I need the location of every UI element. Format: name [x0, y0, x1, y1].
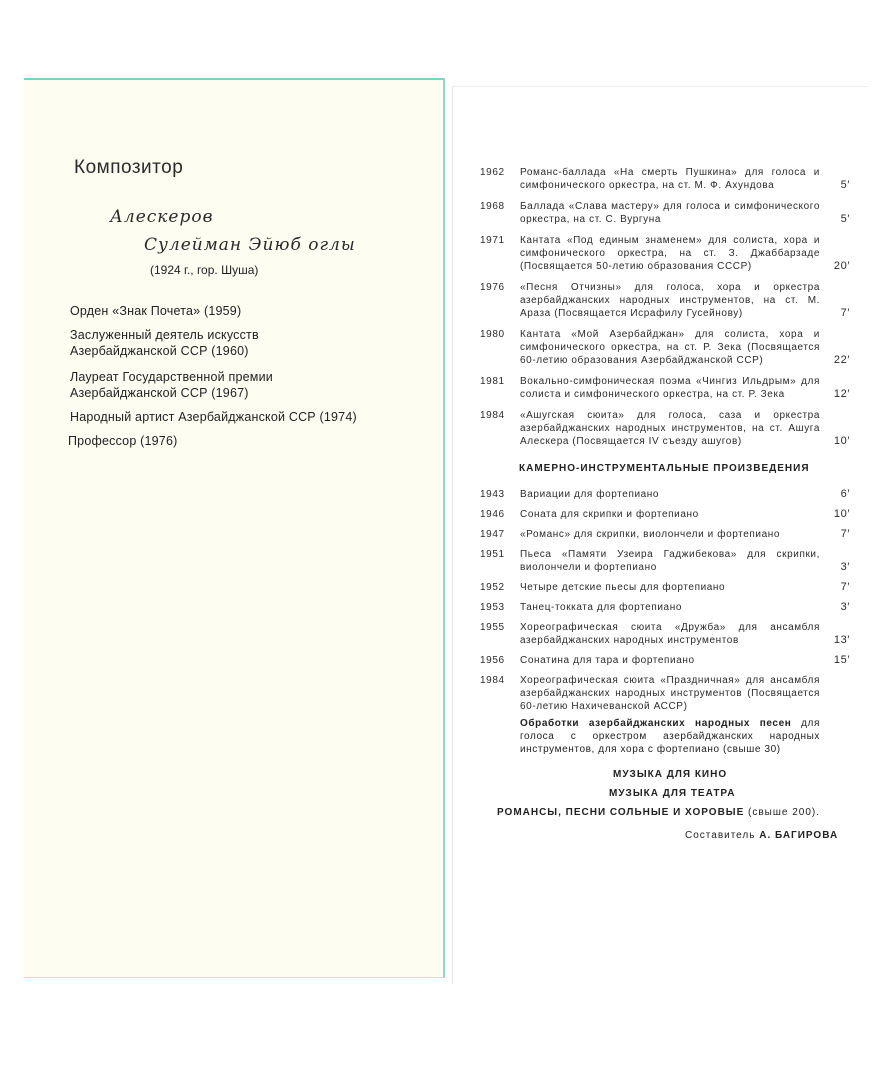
- work-duration: 3′: [840, 561, 850, 573]
- work-year: 1984: [480, 675, 505, 686]
- work-entry: [480, 621, 850, 647]
- work-duration: 13′: [833, 634, 850, 646]
- folk-arrangements: [520, 717, 820, 756]
- work-entry: [480, 488, 850, 501]
- right-page: [452, 86, 868, 984]
- work-entry: [480, 674, 850, 713]
- work-year: 1980: [480, 329, 505, 340]
- folk-bold: Обработки азербайджанских народных песен: [520, 718, 792, 729]
- award: Народный артист Азербайджанской ССР (1974): [70, 410, 357, 424]
- work-entry: [480, 375, 850, 401]
- work-title: Четыре детские пьесы для фортепиано: [520, 582, 726, 593]
- work-duration: 5′: [840, 179, 850, 191]
- award: Профессор (1976): [68, 434, 178, 448]
- compiler-label: Составитель: [685, 830, 760, 841]
- work-title: Хореографическая сюита «Дружба» для ансамбля азербайджанских народных инструментов: [520, 622, 820, 646]
- work-title: «Песня Отчизны» для голоса, хора и оркестра азербайджанских народных инструментов, на ст. М. Араза (Посвящается Исрафилу Гусейнову): [520, 282, 820, 319]
- work-duration: 10′: [833, 435, 850, 447]
- work-duration: 20′: [833, 260, 850, 272]
- work-title: Сонатина для тара и фортепиано: [520, 655, 695, 666]
- award: Заслуженный деятель искусств Азербайджанской ССР (1960): [70, 328, 259, 358]
- work-title: Кантата «Под единым знаменем» для солиста, хора и симфонического оркестра, на ст. З. Джаббарзаде (Посвящается 50-летию образования СССР): [520, 235, 820, 272]
- work-title: Вокально-симфоническая поэма «Чингиз Ильдрым» для солиста и симфонического оркестра, на ст. Р. Зека: [520, 376, 820, 400]
- work-year: 1955: [480, 622, 505, 633]
- work-year: 1971: [480, 235, 505, 246]
- composer-given-names: Сулейман Эйюб оглы: [144, 235, 356, 255]
- work-title: Соната для скрипки и фортепиано: [520, 509, 699, 520]
- work-year: 1962: [480, 167, 505, 178]
- compiler-name: А. БАГИРОВА: [759, 830, 839, 841]
- work-duration: 7′: [840, 581, 850, 593]
- work-year: 1981: [480, 376, 505, 387]
- chamber-list: [480, 488, 850, 713]
- work-entry: [480, 508, 850, 521]
- work-duration: 7′: [840, 307, 850, 319]
- work-duration: 12′: [833, 388, 850, 400]
- work-entry: [480, 281, 850, 320]
- award: Орден «Знак Почета» (1959): [70, 304, 242, 318]
- works-list: [480, 166, 850, 448]
- work-entry: [480, 528, 850, 541]
- left-page: [24, 78, 445, 978]
- work-title: Пьеса «Памяти Узеира Гаджибекова» для скрипки, виолончели и фортепиано: [520, 549, 820, 573]
- work-title: Романс-баллада «На смерть Пушкина» для голоса и симфонического оркестра, на ст. М. Ф. Ахундова: [520, 167, 820, 191]
- work-year: 1943: [480, 489, 505, 500]
- compiler: [685, 829, 850, 843]
- work-year: 1947: [480, 529, 505, 540]
- work-year: 1953: [480, 602, 505, 613]
- work-duration: 22′: [833, 354, 850, 366]
- award: Лауреат Государственной премии Азербайджанской ССР (1967): [70, 370, 273, 400]
- work-entry: [480, 601, 850, 614]
- work-year: 1968: [480, 201, 505, 212]
- work-entry: [480, 234, 850, 273]
- songs-count: (свыше 200).: [744, 807, 821, 818]
- work-title: Баллада «Слава мастеру» для голоса и симфонического оркестра, на ст. С. Вургуна: [520, 201, 820, 225]
- work-entry: [480, 200, 850, 226]
- birth-info: (1924 г., гор. Шуша): [150, 263, 259, 277]
- work-title: Хореографическая сюита «Праздничная» для ансамбля азербайджанских народных инструментов (Посвящается 60-летию Нахичеванской АССР): [520, 675, 820, 712]
- songs: [497, 806, 850, 820]
- work-year: 1946: [480, 509, 505, 520]
- work-title: Вариации для фортепиано: [520, 489, 660, 500]
- chamber-heading: КАМЕРНО-ИНСТРУМЕНТАЛЬНЫЕ ПРОИЗВЕДЕНИЯ: [519, 463, 810, 474]
- work-entry: [480, 548, 850, 574]
- work-duration: 3′: [840, 601, 850, 613]
- work-title: Кантата «Мой Азербайджан» для солиста, хора и симфонического оркестра, на ст. Р. Зека (Посвящается 60-летию образования Азербайджанской ССР): [520, 329, 820, 366]
- composer-surname: Алескеров: [110, 207, 214, 227]
- work-duration: 5′: [840, 213, 850, 225]
- work-duration: 15′: [833, 654, 850, 666]
- film-music: МУЗЫКА ДЛЯ КИНО: [613, 769, 728, 780]
- work-duration: 10′: [833, 508, 850, 520]
- work-duration: 7′: [840, 528, 850, 540]
- work-year: 1952: [480, 582, 505, 593]
- page-title: Композитор: [74, 157, 184, 178]
- work-year: 1976: [480, 282, 505, 293]
- theatre-music: МУЗЫКА ДЛЯ ТЕАТРА: [609, 788, 736, 799]
- work-year: 1951: [480, 549, 505, 560]
- work-entry: [480, 581, 850, 594]
- work-title: «Ашугская сюита» для голоса, саза и оркестра азербайджанских народных инструментов, на ст. Ашуга Алескера (Посвящается IV съезду ашугов): [520, 410, 820, 447]
- work-year: 1984: [480, 410, 505, 421]
- work-duration: 6′: [840, 488, 850, 500]
- work-year: 1956: [480, 655, 505, 666]
- folk-rest: для голоса с оркестром азербайджанских народных инструментов, для хора с фортепиано (свыше 30): [520, 718, 820, 755]
- work-entry: [480, 409, 850, 448]
- work-entry: [480, 328, 850, 367]
- work-entry: [480, 654, 850, 667]
- work-title: Танец-токката для фортепиано: [520, 602, 682, 613]
- songs-label: РОМАНСЫ, ПЕСНИ СОЛЬНЫЕ И ХОРОВЫЕ: [497, 807, 745, 818]
- work-entry: [480, 166, 850, 192]
- work-title: «Романс» для скрипки, виолончели и фортепиано: [520, 529, 781, 540]
